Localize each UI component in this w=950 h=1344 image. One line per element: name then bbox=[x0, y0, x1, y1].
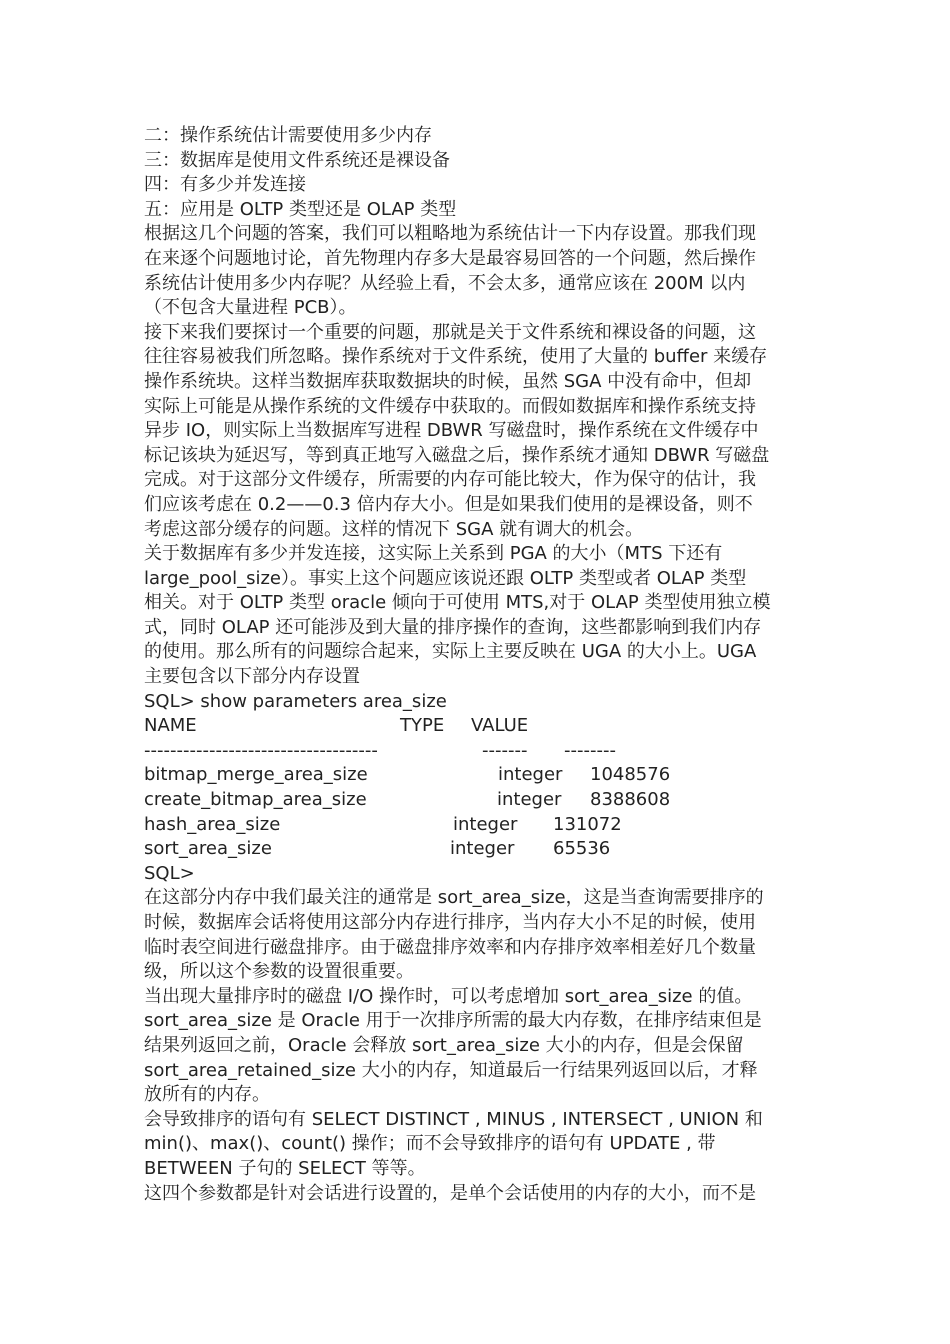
text-line: 关于数据库有多少并发连接，这实际上关系到 PGA 的大小（MTS 下还有 bbox=[144, 543, 723, 565]
text-line: （不包含大量进程 PCB）。 bbox=[144, 297, 357, 319]
text-line: 的使用。那么所有的问题综合起来，实际上主要反映在 UGA 的大小上。UGA bbox=[144, 641, 757, 663]
sql-result-row bbox=[144, 763, 814, 788]
sql-command: SQL> show parameters area_size bbox=[144, 690, 447, 712]
param-value: 1048576 bbox=[590, 764, 671, 786]
paragraph-filesystem bbox=[144, 321, 814, 542]
text-line: 完成。对于这部分文件缓存，所需要的内存可能比较大，作为保守的估计，我 bbox=[144, 469, 756, 491]
text-line: BETWEEN 子句的 SELECT 等等。 bbox=[144, 1157, 426, 1179]
text-line: large_pool_size）。事实上这个问题应该说还跟 OLTP 类型或者 OLAP 类型 bbox=[144, 567, 747, 589]
text-line: 系统估计使用多少内存呢？从经验上看，不会太多，通常应该在 200M 以内 bbox=[144, 272, 746, 294]
text-line: 考虑这部分缓存的问题。这样的情况下 SGA 就有调大的机会。 bbox=[144, 518, 644, 540]
param-name: hash_area_size bbox=[144, 813, 281, 835]
text-line: 异步 IO，则实际上当数据库写进程 DBWR 写磁盘时，操作系统在文件缓存中 bbox=[144, 420, 759, 442]
sql-header-name: NAME bbox=[144, 715, 197, 737]
param-name: sort_area_size bbox=[144, 838, 272, 860]
text-line: 实际上可能是从操作系统的文件缓存中获取的。而假如数据库和操作系统支持 bbox=[144, 395, 756, 417]
param-type: integer bbox=[497, 789, 562, 811]
intro-line: 三：数据库是使用文件系统还是裸设备 bbox=[144, 149, 450, 171]
sql-result-row bbox=[144, 813, 814, 838]
sql-header-type: TYPE bbox=[400, 715, 445, 737]
param-value: 8388608 bbox=[590, 789, 671, 811]
document-page bbox=[144, 124, 814, 1206]
param-type: integer bbox=[498, 764, 563, 786]
paragraph-sort-area bbox=[144, 886, 814, 984]
text-line: 根据这几个问题的答案，我们可以粗略地为系统估计一下内存设置。那我们现 bbox=[144, 223, 756, 245]
intro-line: 二：操作系统估计需要使用多少内存 bbox=[144, 125, 432, 146]
sql-header-row bbox=[144, 714, 814, 739]
text-line: 往往容易被我们所忽略。操作系统对于文件系统，使用了大量的 buffer 来缓存 bbox=[144, 346, 768, 368]
sql-separator-row bbox=[144, 739, 814, 764]
param-name: create_bitmap_area_size bbox=[144, 789, 367, 811]
paragraph-memory-estimate bbox=[144, 222, 814, 320]
sql-prompt: SQL> bbox=[144, 862, 195, 884]
sql-header-value: VALUE bbox=[471, 715, 529, 737]
text-line: 接下来我们要探讨一个重要的问题，那就是关于文件系统和裸设备的问题，这 bbox=[144, 321, 756, 343]
text-line: 当出现大量排序时的磁盘 I/O 操作时，可以考虑增加 sort_area_size 的值。 bbox=[144, 985, 753, 1007]
text-line: 时候，数据库会话将使用这部分内存进行排序，当内存大小不足的时候，使用 bbox=[144, 912, 756, 933]
text-line: 会导致排序的语句有 SELECT DISTINCT , MINUS , INTERSECT , UNION 和 bbox=[144, 1108, 763, 1130]
text-line: 临时表空间进行磁盘排序。由于磁盘排序效率和内存排序效率相差好几个数量 bbox=[144, 936, 756, 958]
text-line: 这四个参数都是针对会话进行设置的，是单个会话使用的内存的大小，而不是 bbox=[144, 1182, 756, 1204]
text-line: 在来逐个问题地讨论，首先物理内存多大是最容易回答的一个问题，然后操作 bbox=[144, 247, 756, 269]
text-line: 标记该块为延迟写，等到真正地写入磁盘之后，操作系统才通知 DBWR 写磁盘 bbox=[144, 444, 770, 466]
text-line: 级，所以这个参数的设置很重要。 bbox=[144, 961, 414, 983]
intro-line: 五：应用是 OLTP 类型还是 OLAP 类型 bbox=[144, 198, 457, 220]
paragraph-session-params bbox=[144, 1182, 814, 1207]
param-value: 65536 bbox=[553, 838, 611, 860]
text-line: 式，同时 OLAP 还可能涉及到大量的排序操作的查询，这些都影响到我们内存 bbox=[144, 616, 762, 638]
sql-separator: ------------------------------------ bbox=[144, 739, 378, 761]
text-line: 操作系统块。这样当数据库获取数据块的时候，虽然 SGA 中没有命中，但却 bbox=[144, 370, 752, 392]
param-value: 131072 bbox=[553, 813, 622, 835]
paragraph-sort-area-details bbox=[144, 985, 814, 1108]
text-line: 主要包含以下部分内存设置 bbox=[144, 666, 360, 688]
sql-output bbox=[144, 690, 814, 887]
intro-list bbox=[144, 124, 814, 222]
text-line: 放所有的内存。 bbox=[144, 1084, 270, 1106]
text-line: min()、max()、count() 操作；而不会导致排序的语句有 UPDATE , 带 bbox=[144, 1133, 716, 1155]
text-line: sort_area_size 是 Oracle 用于一次排序所需的最大内存数，在排序结束但是 bbox=[144, 1010, 762, 1032]
intro-line: 四：有多少并发连接 bbox=[144, 174, 306, 196]
param-type: integer bbox=[453, 813, 518, 835]
text-line: 在这部分内存中我们最关注的通常是 sort_area_size，这是当查询需要排序的 bbox=[144, 887, 764, 909]
paragraph-concurrency bbox=[144, 542, 814, 690]
sql-separator: -------- bbox=[564, 739, 616, 761]
param-type: integer bbox=[450, 838, 515, 860]
sql-result-row bbox=[144, 788, 814, 813]
sql-result-row bbox=[144, 837, 814, 862]
text-line: sort_area_retained_size 大小的内存，知道最后一行结果列返回以后，才释 bbox=[144, 1059, 758, 1081]
sql-separator: ------- bbox=[482, 739, 528, 761]
text-line: 们应该考虑在 0.2——0.3 倍内存大小。但是如果我们使用的是裸设备，则不 bbox=[144, 493, 753, 515]
text-line: 相关。对于 OLTP 类型 oracle 倾向于可使用 MTS,对于 OLAP 类型使用独立模 bbox=[144, 592, 771, 614]
text-line: 结果列返回之前，Oracle 会释放 sort_area_size 大小的内存，但是会保留 bbox=[144, 1034, 744, 1056]
paragraph-sort-statements bbox=[144, 1108, 814, 1182]
param-name: bitmap_merge_area_size bbox=[144, 764, 368, 786]
